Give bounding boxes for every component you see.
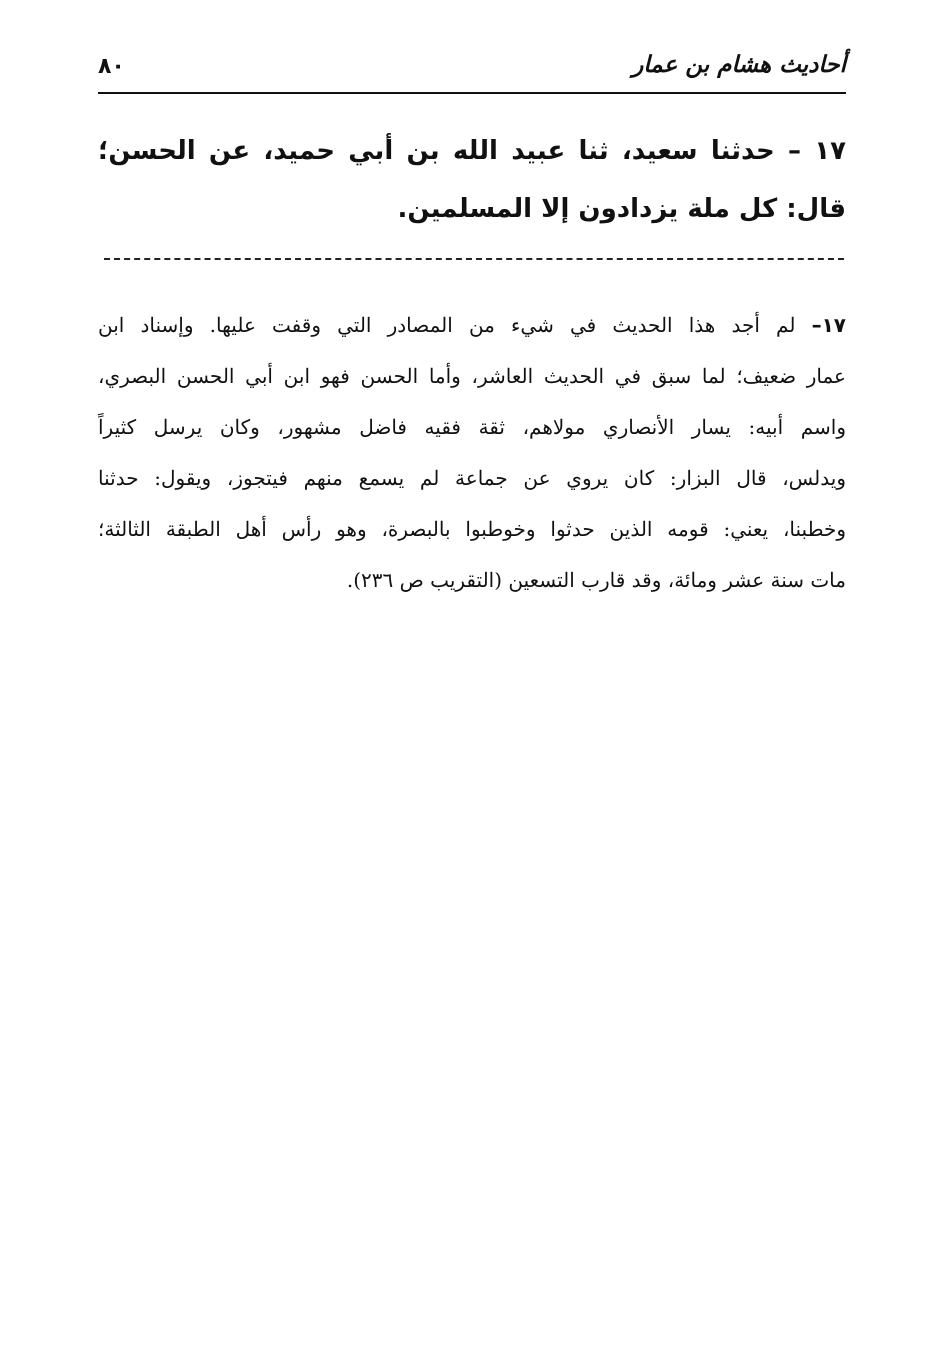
footnote-line-6: مات سنة عشر ومائة، وقد قارب التسعين (التقريب ص ٢٣٦).: [346, 568, 846, 592]
footnote-line-4: ويدلس، قال البزار: كان يروي عن جماعة لم يسمع منهم فيتجوز، ويقول: حدثنا: [98, 466, 846, 490]
footnote-line-2: عمار ضعيف؛ لما سبق في الحديث العاشر، وأما الحسن فهو ابن أبي الحسن البصري،: [98, 364, 846, 388]
footnote-separator: [104, 258, 844, 260]
page-number: ٨٠: [98, 54, 125, 79]
running-title: أحاديث هشام بن عمار: [632, 52, 846, 78]
footnote-number: ١٧–: [811, 313, 846, 337]
footnote-line-1-text: لم أجد هذا الحديث في شيء من المصادر التي وقفت عليها. وإسناد ابن: [98, 313, 796, 337]
footnotes: [98, 300, 846, 606]
hadith-text: ١٧ – حدثنا سعيد، ثنا عبيد الله بن أبي حميد، عن الحسن؛ قال: كل ملة يزدادون إلا المسلمين.: [98, 136, 846, 224]
footnote-line-1: [98, 300, 846, 351]
footnote-line-5: وخطبنا، يعني: قومه الذين حدثوا وخوطبوا بالبصرة، وهو رأس أهل الطبقة الثالثة؛: [98, 517, 846, 541]
page-header: [98, 52, 846, 94]
footnote-line-3: واسم أبيه: يسار الأنصاري مولاهم، ثقة فقيه فاضل مشهور، وكان يرسل كثيراً: [98, 415, 846, 439]
